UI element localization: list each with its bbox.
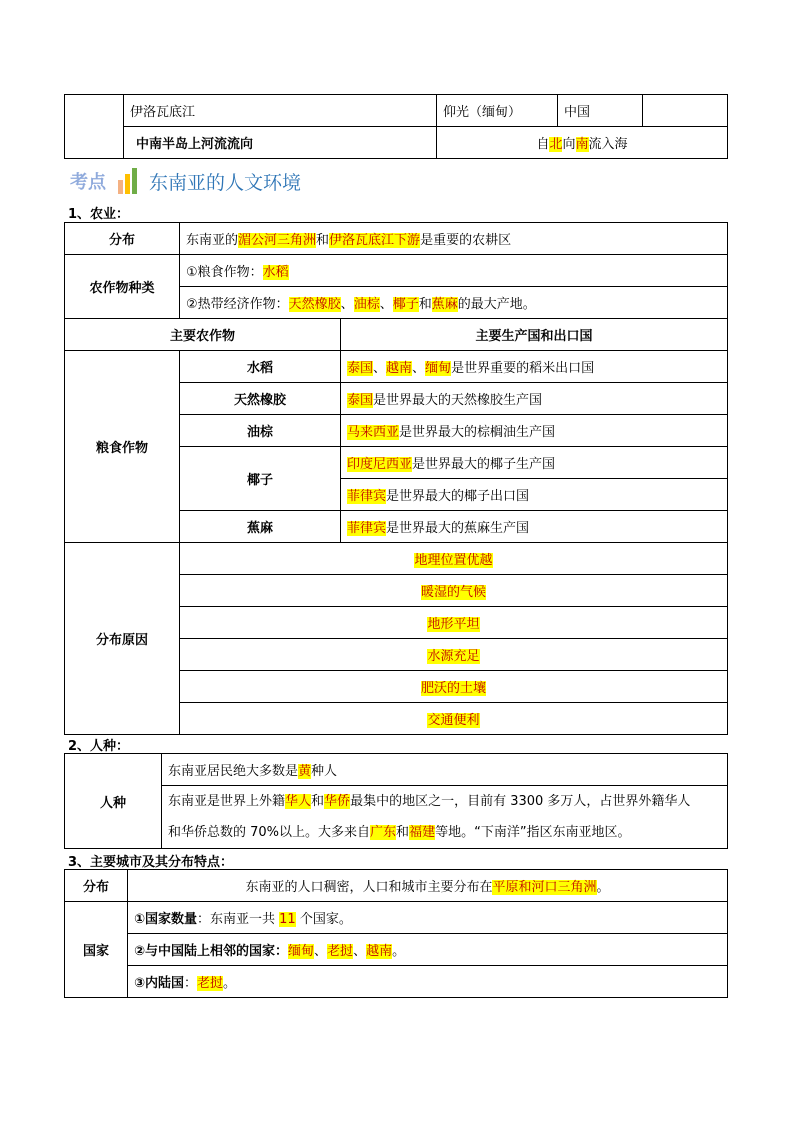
river-table [64, 94, 728, 159]
section1-heading: 1、农业： [68, 207, 130, 222]
crop-coconut: 椰子 [180, 447, 341, 511]
race-row-1: 东南亚居民绝大多数是黄种人 [162, 754, 728, 786]
section2-heading: 2、人种： [68, 739, 130, 754]
crop-rubber: 天然橡胶 [180, 383, 341, 415]
fenbu-value: 东南亚的湄公河三角洲和伊洛瓦底江下游是重要的农耕区 [180, 223, 728, 255]
race-table [64, 753, 728, 849]
group-label: 粮食作物 [65, 351, 180, 543]
cash-crops: ②热带经济作物：天然橡胶、油棕、椰子和蕉麻的最大产地。 [180, 287, 728, 319]
reasons-label: 分布原因 [65, 543, 180, 735]
reason-item: 交通便利 [180, 703, 728, 735]
race-row-2: 东南亚是世界上外籍华人和华侨最集中的地区之一，目前有 3300 多万人，占世界外籍华人 和华侨总数的 70%以上。大多来自广东和福建等地。“下南洋”指区东南亚地区。 [162, 786, 728, 849]
section-header [70, 166, 301, 196]
flow-value: 自北向南流入海 [437, 127, 728, 159]
blank-cell [643, 95, 728, 127]
fact-rubber: 泰国是世界最大的天然橡胶生产国 [341, 383, 728, 415]
col-crop-header: 主要农作物 [65, 319, 341, 351]
river-source: 中国 [558, 95, 643, 127]
header-title: 东南亚的人文环境 [149, 171, 302, 194]
race-label: 人种 [65, 754, 162, 849]
header-label: 考点 [70, 172, 106, 193]
header-bars-icon [118, 168, 139, 194]
crop-palm: 油棕 [180, 415, 341, 447]
fact-rice: 泰国、越南、缅甸是世界重要的稻米出口国 [341, 351, 728, 383]
flow-label: 中南半岛上河流流向 [124, 127, 437, 159]
col-country-header: 主要生产国和出口国 [341, 319, 728, 351]
crop-type-label: 农作物种类 [65, 255, 180, 319]
fact-palm: 马来西亚是世界最大的棕榈油生产国 [341, 415, 728, 447]
country-row-3: ③内陆国：老挝。 [128, 966, 728, 998]
fenbu-label: 分布 [65, 223, 180, 255]
river-name: 伊洛瓦底江 [124, 95, 437, 127]
agriculture-table [64, 222, 728, 735]
fact-coconut-2: 菲律宾是世界最大的椰子出口国 [341, 479, 728, 511]
city-fenbu-value: 东南亚的人口稠密，人口和城市主要分布在平原和河口三角洲。 [128, 870, 728, 902]
reason-item: 暖湿的气候 [180, 575, 728, 607]
country-label: 国家 [65, 902, 128, 998]
reason-item: 地形平坦 [180, 607, 728, 639]
river-port: 仰光（缅甸） [437, 95, 558, 127]
reason-item: 水源充足 [180, 639, 728, 671]
reason-item: 肥沃的土壤 [180, 671, 728, 703]
country-row-1: ①国家数量：东南亚一共 11 个国家。 [128, 902, 728, 934]
fact-abaca: 菲律宾是世界最大的蕉麻生产国 [341, 511, 728, 543]
country-row-2: ②与中国陆上相邻的国家：缅甸、老挝、越南。 [128, 934, 728, 966]
reason-item: 地理位置优越 [180, 543, 728, 575]
crop-abaca: 蕉麻 [180, 511, 341, 543]
grain-crops: ①粮食作物：水稻 [180, 255, 728, 287]
city-table [64, 869, 728, 998]
blank-cell [65, 95, 124, 159]
section3-heading: 3、主要城市及其分布特点： [68, 855, 234, 870]
fact-coconut-1: 印度尼西亚是世界最大的椰子生产国 [341, 447, 728, 479]
city-fenbu-label: 分布 [65, 870, 128, 902]
crop-rice: 水稻 [180, 351, 341, 383]
